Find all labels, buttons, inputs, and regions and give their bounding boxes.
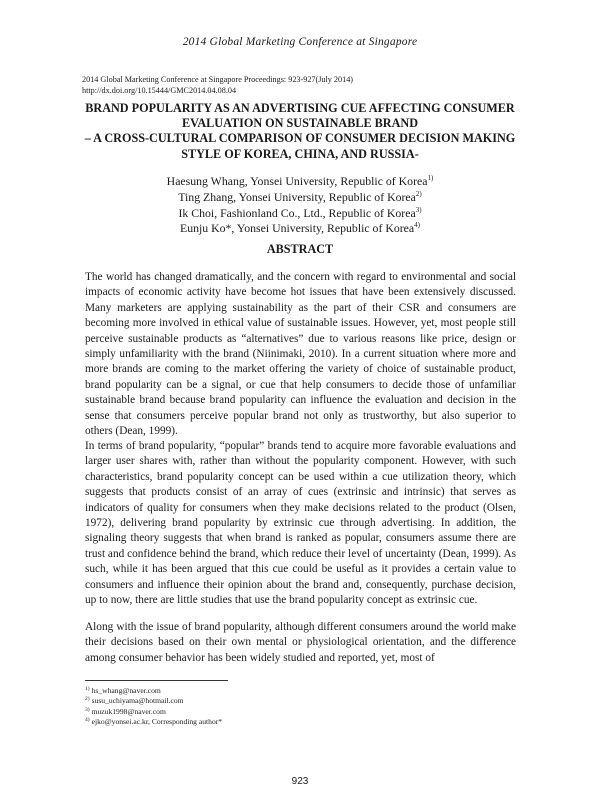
footnote-divider xyxy=(85,680,228,681)
title-line: EVALUATION ON SUSTAINABLE BRAND xyxy=(181,116,418,131)
footnotes xyxy=(85,686,222,728)
proceedings-line: 2014 Global Marketing Conference at Singapore Proceedings: 923-927(July 2014) xyxy=(82,75,354,84)
footnote: $^{4)}$ ejko@yonsei.ac.kr, Corresponding author* xyxy=(85,717,223,727)
abstract-paragraph: Along with the issue of brand popularity, although different consumers around the world make their decisions based on their own mental or physiological orientation, and the difference among consumer behavior has been widely studied and reported, yet, most of xyxy=(85,621,516,664)
subtitle-line: – A CROSS-CULTURAL COMPARISON OF CONSUMER DECISION MAKING xyxy=(84,131,516,146)
author-line: Eunju Ko*, Yonsei University, Republic of Korea$^{4)}$ xyxy=(179,221,420,236)
doi-link[interactable]: http://dx.doi.org/10.15444/GMC2014.04.08.04 xyxy=(82,86,237,95)
footnote-mark: 4) xyxy=(414,221,420,230)
author-line: Ik Choi, Fashionland Co., Ltd., Republic of Korea$^{3)}$ xyxy=(178,205,422,220)
abstract-heading: ABSTRACT xyxy=(266,242,334,256)
title-line: BRAND POPULARITY AS AN ADVERTISING CUE AFFECTING CONSUMER xyxy=(85,101,515,115)
abstract-paragraph: The world has changed dramatically, and the concern with regard to environmental and social impacts of economic activity have become hot issues that have been extensively discussed. Many marketers are applying sustainability as the part of their CSR and consumers are becoming more involved in ethical value of sustainable issues. However, yet, most people still perceive sustainable products as “alternatives” due to various reasons like price, design or simply unfamiliarity with the brand (Niinimaki, 2010). In a current situation where more and more brands are coming to the market offering the variety of choice of sustainable product, brand popularity can be a signal, or cue that help consumers to decide those of unfamiliar sustainable brand because brand popularity can influence the evaluation and decision in the sense that consumers perceive popular brand not only as trustworthy, but also superior to others (Dean, 1999). xyxy=(85,271,516,438)
author-list xyxy=(60,174,540,237)
footnote-mark: 3) xyxy=(415,205,422,214)
footnote: $^{2)}$ susu_uchiyama@hotmail.com xyxy=(85,696,184,706)
subtitle-line: STYLE OF KOREA, CHINA, AND RUSSIA- xyxy=(181,146,419,161)
footnote: $^{1)}$ hs_whang@naver.com xyxy=(85,686,161,695)
author-line: Ting Zhang, Yonsei University, Republic of Korea$^{2)}$ xyxy=(178,189,422,204)
footnote: $^{3)}$ muzuk1998@naver.com xyxy=(85,706,166,716)
running-head: 2014 Global Marketing Conference at Singapore xyxy=(182,36,418,48)
footnote-mark: 2) xyxy=(415,189,422,198)
page-number: 923 xyxy=(291,776,309,787)
proceedings-citation xyxy=(82,74,353,96)
paper-title xyxy=(60,101,540,162)
author-line: Haesung Whang, Yonsei University, Republic of Korea$^{1)}$ xyxy=(166,174,434,188)
footnote-mark: 1) xyxy=(427,174,434,182)
abstract-paragraph: In terms of brand popularity, “popular” brands tend to acquire more favorable evaluations and larger user shares with, rather than without the popularity component. However, with such characteristics, brand popularity concept can be used within a cue utilization theory, which suggests that products consist of an array of cues (extrinsic and intrinsic) that serves as indicators of quality for consumers when they make decisions related to the product (Olsen, 1972), delivering brand popularity by extrinsic cue through advertising. In addition, the signaling theory suggests that when brand is ranked as popular, consumers assume there are trust and confidence behind the brand, which reduce their level of uncertainty (Dean, 1999). As such, while it has been argued that this cue could be useful as it provides a certain value to consumers and influence their opinion about the brand and, consequently, purchase decision, up to now, there are little studies that use the brand popularity concept as extrinsic cue. xyxy=(85,440,516,607)
